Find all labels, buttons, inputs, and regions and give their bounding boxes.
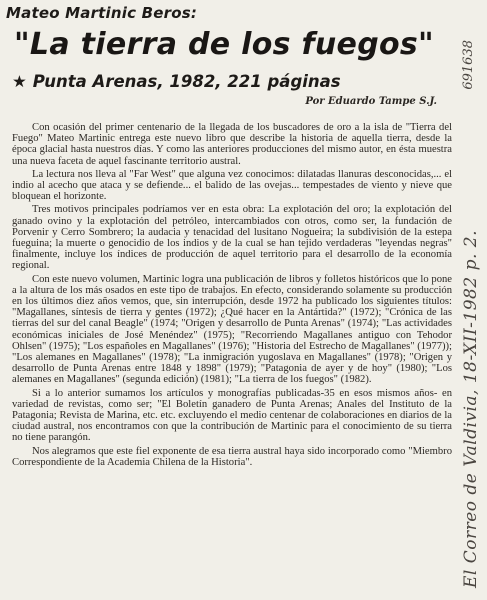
byline: Por Eduardo Tampe S.J. [305,96,437,107]
paragraph: Si a lo anterior sumamos los artículos y monografías publicadas-35 en esos mismos años- en variedad de revistas, como ser; "El Boletín ganadero de Punta Arenas; Anales del Instituto de la Patagonia; Revista de Marina, etc. etc. excluyendo el medio centenar de colaboraciones en diarios de la ciudad austral, nos encontramos con que la contribución de Martinic para el conocimiento de su tierra no tiene parangón. [12,387,452,444]
paragraph: Tres motivos principales podríamos ver en esta obra: La explotación del oro; la explotación del ganado ovino y la explotación del petróleo, intercambiados con otros, como ser, la fundación de Porvenir y Cerro Sombrero; la audacia y tenacidad del lusitano Nogueira; la subdivisión de la estepa fueguina; la muerte o genocidio de los indios y de la cual se han tejido verdaderas "leyendas negras" finalmente, incluye los índices de producción de aquel territorio para el desarrollo de la economía regional. [12,204,452,272]
star-icon: ★ [12,72,27,91]
paragraph: La lectura nos lleva al "Far West" que alguna vez conocimos: dilatadas llanuras desconocidas,... el indio al acecho que ataca y se defiende... el balido de las ovejas... tempestades de viento y nieve que bloquean el horizonte. [12,168,452,203]
book-title: "La tierra de los fuegos" [14,27,434,62]
handwritten-source-note: El Correo de Valdivia, 18-XII-1982 p. 2. [461,230,481,589]
author-heading: Mateo Martinic Beros: [6,4,198,22]
publication-info [12,72,341,91]
publication-details: Punta Arenas, 1982, 221 páginas [32,72,341,91]
article-body [12,122,452,470]
paragraph: Con este nuevo volumen, Martinic logra una publicación de libros y folletos históricos que lo pone a la altura de los más osados en este tipo de trabajos. En efecto, considerando solamente su producción en los últimos diez años vemos, que, sin interrupción, desde 1972 ha publicado los siguientes títulos: "Magallanes, síntesis de tierra y gentes (1972); ¿Qué hacer en la Antártida?" (1972); "Crónica de las tierras del sur del canal Beagle" (1974; "Origen y desarrollo de Punta Arenas" (1974); "Las actividades económicas iniciales de José Menéndez" (1975); "Recorriendo Magallanes antiguo con Tehodor Ohlsen" (1975); "Los españoles en Magallanes" (1976); "Historia del Estrecho de Magallanes" (1977)); "Los alemanes en Magallanes" (1978); "La inmigración yugoslava en Magallanes" (1978); "Origen y desarrollo de Punta Arenas entre 1848 y 1898" (1979); "Patagonia de ayer y de hoy" (1980); "Los alemanes en Magallanes" (segunda edición) (1981); "La tierra de los fuegos" (1982). [12,273,452,386]
paragraph: Nos alegramos que este fiel exponente de esa tierra austral haya sido incorporado como "Miembro Correspondiente de la Academia Chilena de la Historia". [12,445,452,468]
paragraph: Con ocasión del primer centenario de la llegada de los buscadores de oro a la isla de "Tierra del Fuego" Mateo Martinic entrega este nuevo libro que describe la historia de aquella tierra, desde la época glacial hasta nuestros días. Y como las anteriores producciones del mismo autor, en ésta muestra una nueva faceta de aquel fascinante territorio austral. [12,122,452,167]
margin-annotations [457,40,483,600]
reference-number: 691638 [461,40,476,90]
